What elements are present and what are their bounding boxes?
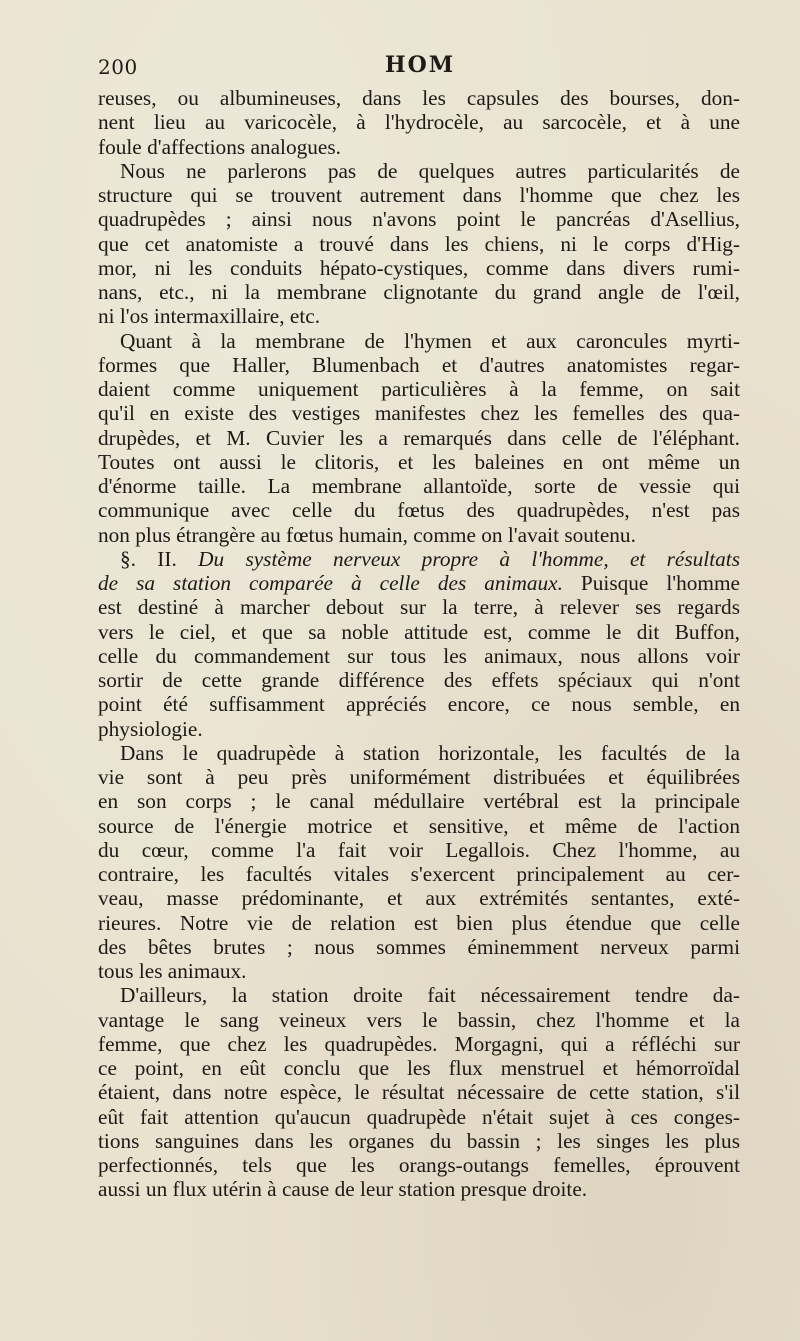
text-line (98, 838, 740, 862)
text-line (98, 159, 740, 183)
text-line (98, 207, 740, 231)
running-title: HOM (384, 52, 456, 78)
text-line (98, 1032, 740, 1056)
text-line (98, 983, 740, 1007)
text-line-main: ni l'os intermaxillaire, etc. (98, 304, 321, 329)
text-line-main: physiologie. (98, 716, 203, 741)
text-line-main: femme, que chez les quadrupèdes. Morgagni, qui a réfléchi sur (98, 1031, 740, 1056)
text-line-main: D'ailleurs, la station droite fait nécessairement tendre da- (120, 983, 740, 1008)
text-line (98, 183, 740, 207)
text-line (98, 1177, 740, 1201)
text-line-main: sortir de cette grande différence des effets spéciaux qui n'ont (98, 668, 740, 692)
section-title-italic: Du système nerveux propre à l'homme, et résultats (198, 546, 740, 571)
text-line (98, 644, 740, 668)
text-line-main: daient comme uniquement particulières à la femme, on sait (98, 377, 740, 401)
text-line (98, 668, 740, 692)
text-line (98, 911, 740, 935)
text-line-main: quadrupèdes ; ainsi nous n'avons point le pancréas d'Asellius, (98, 207, 740, 232)
text-line-main: non plus étrangère au fœtus humain, comme on l'avait soutenu. (98, 522, 636, 547)
section-title-italic: de sa station comparée à celle des animaux. (98, 571, 563, 595)
text-line-main: mor, ni les conduits hépato-cystiques, comme dans divers rumi- (98, 255, 740, 280)
text-line-main: §. II. (120, 546, 199, 571)
text-line-main: communique avec celle du fœtus des quadrupèdes, n'est pas (98, 498, 740, 523)
text-line-main: qu'il en existe des vestiges manifestes chez les femelles des qua- (98, 401, 740, 426)
text-line (98, 1105, 740, 1129)
text-line-main: d'énorme taille. La membrane allantoïde, sorte de vessie qui (98, 474, 740, 498)
text-line-main: perfectionnés, tels que les orangs-outangs femelles, éprouvent (98, 1153, 740, 1177)
text-line (98, 86, 740, 110)
text-line-main: tions sanguines dans les organes du bassin ; les singes les plus (98, 1128, 740, 1153)
text-line-main: structure qui se trouvent autrement dans l'homme que chez les (98, 183, 740, 207)
text-line (98, 1080, 740, 1104)
text-line (98, 595, 740, 619)
text-line (98, 401, 740, 425)
text-line (98, 304, 740, 328)
text-line-main: Quant à la membrane de l'hymen et aux caroncules myrti- (120, 328, 740, 353)
text-line-main: vie sont à peu près uniformément distribuées et équilibrées (98, 765, 740, 789)
text-line-main: en son corps ; le canal médullaire vertébral est la principale (98, 789, 740, 814)
text-line (98, 547, 740, 571)
text-line (98, 765, 740, 789)
text-line (98, 814, 740, 838)
text-line (98, 498, 740, 522)
running-head (98, 52, 742, 82)
text-line (98, 1153, 740, 1177)
text-line (98, 886, 740, 910)
text-line-main: source de l'énergie motrice et sensitive, et même de l'action (98, 813, 740, 838)
text-line (98, 523, 740, 547)
text-line-main: veau, masse prédominante, et aux extrémités sentantes, exté- (98, 886, 740, 911)
text-line (98, 426, 740, 450)
text-line-tail: Puisque l'homme (562, 571, 740, 595)
text-line-main: que cet anatomiste a trouvé dans les chiens, ni le corps d'Hig- (98, 231, 740, 256)
text-line-main: du cœur, comme l'a fait voir Legallois. Chez l'homme, au (98, 837, 740, 862)
text-line-main: aussi un flux utérin à cause de leur station presque droite. (98, 1177, 588, 1202)
text-line (98, 280, 740, 304)
text-line-main: est destiné à marcher debout sur la terre, à relever ses regards (98, 595, 740, 620)
text-line (98, 935, 740, 959)
text-line-main: vers le ciel, et que sa noble attitude est, comme le dit Buffon, (98, 619, 740, 644)
text-line-main: foule d'affections analogues. (98, 134, 341, 159)
text-line-main: drupèdes, et M. Cuvier les a remarqués dans celle de l'éléphant. (98, 425, 740, 450)
text-line (98, 959, 740, 983)
text-line-main: tous les animaux. (98, 959, 247, 983)
text-line-main: nent lieu au varicocèle, à l'hydrocèle, au sarcocèle, et à une (98, 110, 740, 135)
text-line (98, 1008, 740, 1032)
text-line-main: point été suffisamment appréciés encore, ce nous semble, en (98, 692, 740, 717)
text-line-main: Nous ne parlerons pas de quelques autres particularités de (120, 158, 740, 183)
text-line (98, 789, 740, 813)
text-line-main: celle du commandement sur tous les animaux, nous allons voir (98, 643, 740, 668)
text-line (98, 232, 740, 256)
text-line-main: Toutes ont aussi le clitoris, et les baleines en ont même un (98, 449, 740, 474)
text-line (98, 110, 740, 134)
text-line (98, 1056, 740, 1080)
text-line-main: étaient, dans notre espèce, le résultat nécessaire de cette station, s'il (98, 1080, 740, 1105)
text-line (98, 741, 740, 765)
text-line-main: contraire, les facultés vitales s'exercent principalement au cer- (98, 862, 740, 886)
text-line-main: eût fait attention qu'aucun quadrupède n'était sujet à ces conges- (98, 1104, 740, 1129)
text-line (98, 692, 740, 716)
text-line (98, 135, 740, 159)
text-line (98, 620, 740, 644)
body-text (98, 86, 740, 1202)
text-line-main: Dans le quadrupède à station horizontale, les facultés de la (120, 740, 740, 765)
text-line (98, 377, 740, 401)
text-line (98, 862, 740, 886)
text-line-main: nans, etc., ni la membrane clignotante du grand angle de l'œil, (98, 280, 740, 304)
text-line-main: ce point, en eût conclu que les flux menstruel et hémorroïdal (98, 1056, 740, 1080)
text-line-main: des bêtes brutes ; nous sommes éminemment nerveux parmi (98, 934, 740, 959)
text-line (98, 329, 740, 353)
page-number: 200 (98, 55, 138, 79)
text-line-main: reuses, ou albumineuses, dans les capsules des bourses, don- (98, 86, 740, 110)
text-line-main: vantage le sang veineux vers le bassin, chez l'homme et la (98, 1007, 740, 1032)
text-line-main: formes que Haller, Blumenbach et d'autres anatomistes regar- (98, 352, 740, 377)
text-line (98, 717, 740, 741)
text-line-main: rieures. Notre vie de relation est bien plus étendue que celle (98, 910, 740, 935)
text-line (98, 353, 740, 377)
text-line (98, 474, 740, 498)
text-line (98, 1129, 740, 1153)
text-line (98, 571, 740, 595)
text-line (98, 256, 740, 280)
text-line (98, 450, 740, 474)
